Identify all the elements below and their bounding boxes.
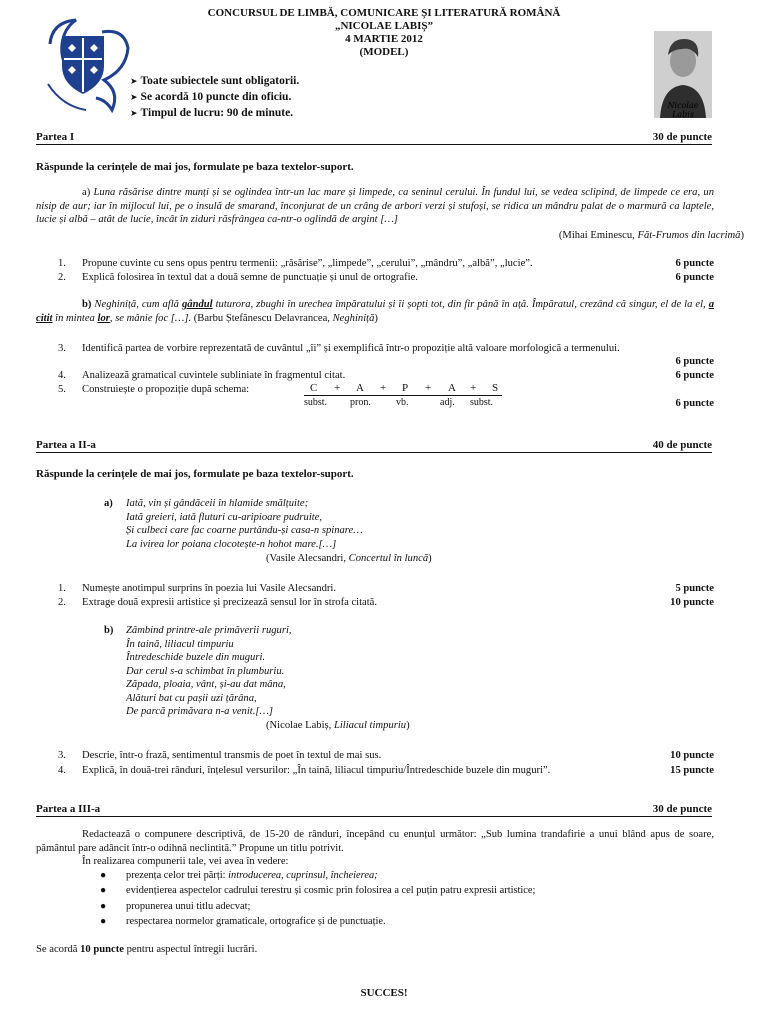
schema-symbol: S — [492, 382, 499, 394]
poem-a-source: (Vasile Alecsandri, Concertul în luncă) — [266, 553, 432, 564]
part1-points: 30 de puncte — [652, 131, 712, 143]
part3-prompt: Redactează o compunere descriptivă, de 15-20 de rânduri, începând cu enunțul următor: „Sub lumina trandafirie a unui blând apus de soare, pământul pare adâncit într-o odihnă neclintită.” Propune un titlu potrivit. — [36, 829, 714, 854]
schema-label: subst. — [470, 397, 494, 408]
header-subtitle: „NICOLAE LABIȘ” — [334, 20, 434, 32]
part2-instruction: Răspunde la cerințele de mai jos, formulate pe baza textelor-suport. — [36, 468, 354, 480]
underlined-word: lor — [97, 312, 110, 324]
poem-line: Iată greieri, iată fluturi cu-aripioare pudruite, — [126, 511, 323, 523]
underlined-word: gândul — [181, 299, 213, 310]
poem-a — [126, 497, 363, 551]
schema-label: vb. — [396, 397, 409, 408]
schema-symbol: + — [470, 382, 477, 394]
poem-line: Și culbeci care fac coarne purtându-și casa-n spinare… — [126, 525, 363, 536]
part2-header — [36, 439, 712, 453]
bullet-icon: ● — [100, 916, 107, 927]
part3-title: Partea a III-a — [36, 803, 101, 815]
poem-line: Alături bat cu pașii uzi țărâna, — [126, 692, 257, 704]
poem-line: Iată, vin și gândăceii în hlamide smălțuite; — [126, 498, 309, 509]
poem-line: Zâmbind printre-ale primăverii ruguri, — [126, 625, 292, 636]
schema-symbol: A — [356, 382, 364, 394]
part1-text-a-source: (Mihai Eminescu, Făt-Frumos din lacrimă) — [558, 230, 744, 241]
header-date: 4 MARTIE 2012 — [345, 33, 423, 45]
poem-line: În taină, liliacul timpuriu — [126, 638, 234, 650]
schema-symbol: A — [448, 382, 456, 394]
final-note: Se acordă 10 puncte pentru aspectul întregii lucrări. — [36, 944, 258, 955]
exam-rules — [130, 74, 299, 122]
text-a-body: Luna răsărise dintre munți și se oglindea într-un lac mare și limpede, ca seninul cerului. În fundul lui, se vedea sclipind, de limpede ce era, un nisip de aur; iar în mijlocul lui, pe o insulă de smarand, înconjurat de un crâng de arbori verzi și stufoși, se ridica un mândru palat de o marmură ca laptele, lucie și albă – atât de lucie, încât în ziduri răsfrângea ca-ntr-o oglindă de argint […] — [36, 187, 714, 225]
poem-line: Zăpada, ploaia, vânt, și-au dat mâna, — [126, 679, 286, 690]
underlined-word: a citit — [36, 299, 714, 324]
rule-item: ➤ Timpul de lucru: 90 de minute. — [130, 107, 294, 119]
bullet-icon: ● — [100, 901, 107, 912]
bullet-icon: ● — [100, 870, 107, 881]
rule-item: ➤ Se acordă 10 puncte din oficiu. — [130, 91, 292, 103]
arrow-icon: ➤ — [130, 77, 138, 87]
question-item: 3. Identifică partea de vorbire reprezentată de cuvântul „îi” și exemplifică într-o propoziție altă valoare morfologică a termenului. 6 puncte — [58, 343, 714, 367]
rule-item: ➤ Toate subiectele sunt obligatorii. — [130, 75, 300, 87]
portrait-photo — [654, 31, 712, 118]
sentence-schema — [304, 382, 504, 412]
part1-text-a — [36, 186, 714, 227]
arrow-icon: ➤ — [130, 93, 138, 103]
success-footer: SUCCES! — [360, 987, 408, 999]
part1-title: Partea I — [36, 131, 75, 143]
poem-line: Dar cerul s-a schimbat în plumburiu. — [126, 665, 285, 677]
schema-label: adj. — [440, 397, 455, 408]
part3-header — [36, 803, 712, 817]
arrow-icon: ➤ — [130, 109, 138, 119]
part1-header — [36, 131, 712, 145]
schema-symbol: + — [334, 382, 341, 394]
schema-symbol: + — [425, 382, 432, 394]
poem-line: Întredeschide buzele din muguri. — [126, 652, 266, 663]
part1-text-b: b) Neghiniță, cum află gândul tuturora, zbughi în urechea împăratului și îi șopti tot, din fir până în ață. Împăratul, crezând că singur, el de la el, a citit în mintea lor, se mânie foc […]. (Barbu Ștefănescu Delavrancea, Neghiniță) — [36, 299, 714, 324]
poem-line: De parcă primăvara n-a venit.[…] — [126, 706, 274, 717]
text-a-label: a) — [82, 187, 91, 198]
header-model: (MODEL) — [359, 46, 409, 58]
bullet-icon: ● — [100, 885, 107, 896]
part3-consider: În realizarea compunerii tale, vei avea în vedere: — [82, 856, 289, 867]
schema-symbol: P — [402, 382, 409, 394]
poem-b-label: b) — [104, 625, 114, 636]
photo-signature: Nicolae Labiș — [667, 101, 699, 118]
poem-b-source: (Nicolae Labiș, Liliacul timpuriu) — [266, 720, 410, 731]
part1-instruction: Răspunde la cerințele de mai jos, formulate pe baza textelor-suport. — [36, 161, 354, 173]
header-title: CONCURSUL DE LIMBĂ, COMUNICARE ȘI LITERATURĂ ROMÂNĂ — [207, 7, 561, 19]
schema-label: pron. — [350, 397, 371, 408]
poem-a-label: a) — [104, 498, 113, 509]
schema-symbol: C — [310, 382, 318, 394]
part3-points: 30 de puncte — [652, 803, 712, 815]
schema-label: subst. — [304, 397, 328, 408]
poem-line: La ivirea lor poiana clocotește-n hohot mare.[…] — [126, 538, 337, 550]
schema-symbol: + — [380, 382, 387, 394]
part2-title: Partea a II-a — [36, 439, 96, 451]
part2-points: 40 de puncte — [652, 439, 712, 451]
crest-logo-icon — [42, 14, 134, 114]
text-b-label: b) — [82, 299, 92, 310]
poem-b — [126, 624, 292, 719]
